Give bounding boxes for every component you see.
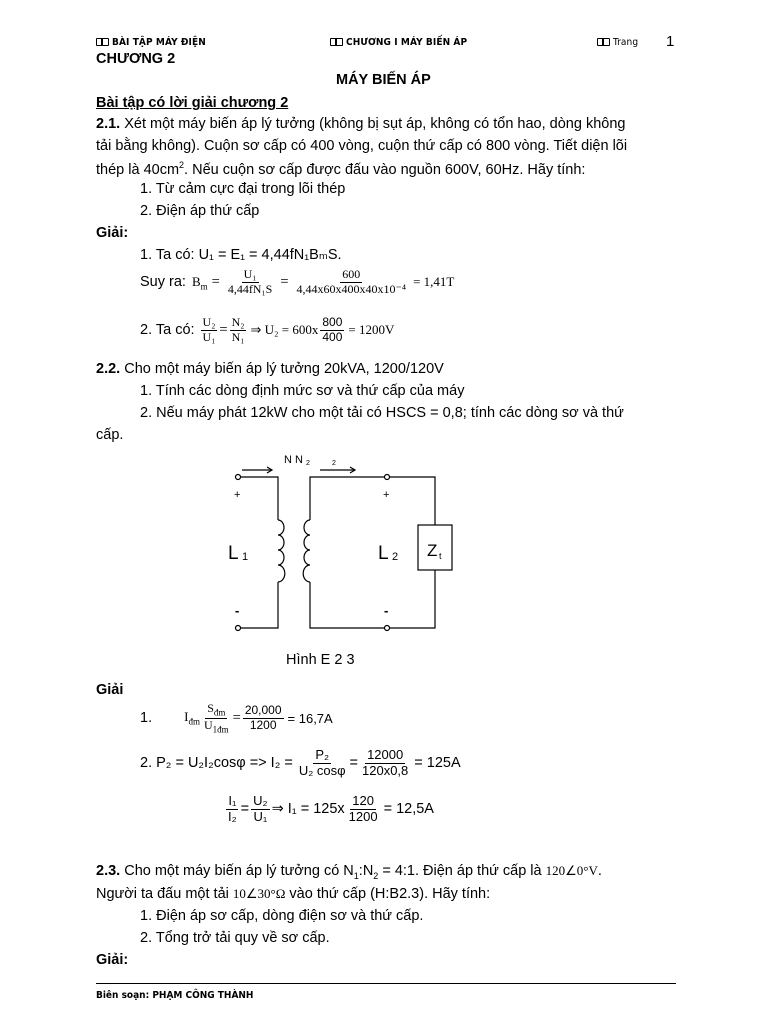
svg-text:t: t [439,551,442,561]
primary-bottom-wire [241,582,279,628]
svg-text:1: 1 [242,551,249,563]
p23-item1: 1. Điện áp sơ cấp, dòng điện sơ và thứ cấp. [140,908,424,924]
header-left: BÀI TẬP MÁY ĐIỆN [96,37,206,48]
svg-text:2: 2 [392,551,399,563]
primary-coil [278,520,285,582]
label-l1: L [228,543,239,564]
secondary-coil [303,520,310,582]
sol22-giai: Giải [96,682,124,698]
terminal-top-right [385,475,390,480]
transformer-diagram [220,450,470,650]
chapter-heading: CHƯƠNG 2 [96,51,176,67]
secondary-bottom-wire [310,570,435,628]
footer-author: Biên soạn: PHẠM CÔNG THÀNH [96,990,254,1001]
p23-item2: 2. Tổng trở tải quy về sơ cấp. [140,930,330,946]
terminal-bottom-left [236,626,241,631]
sol22-formula1: 1. $I_{đm}$ $\frac{S_{đm}}{U_{1đm}}$ = $\frac{20,000}{1200}$ = 16,7A [140,701,333,735]
book-icon [96,38,109,46]
page-title: MÁY BIẾN ÁP [336,72,431,88]
p21-giai: Giải: [96,225,129,241]
p21-formula-bm: Suy ra: $B_m$ = $\frac{\text{U₁}}{\text{4,44fN₁S}}$ = $\frac{600}{\text{4,44x60x400x40x10⁻⁴}}$ = 1,41T [140,267,455,296]
label-zt: Z [427,541,438,560]
sol22-formula3: $\frac{\text{I₁}}{\text{I₂}}$ = $\frac{\text{U₂}}{\text{U₁}}$ ⇒ I₁ = 125x $\frac{120}{1200}$ = 12,5A [228,793,434,824]
plus-right: + [383,489,390,501]
p22-item1: 1. Tính các dòng định mức sơ và thứ cấp của máy [140,383,465,399]
p21-item1: 1. Từ cảm cực đại trong lõi thép [140,181,346,197]
fig-arrow-label: 2 [332,460,336,467]
label-l2: L [378,543,389,564]
p21-step1: 1. Ta có: U₁ = E₁ = 4,44fN₁BₘS. [140,247,342,263]
plus-left: + [234,489,241,501]
fig-top-label: N N [284,454,303,466]
p21-line2: tải bằng không). Cuộn sơ cấp có 400 vòng, cuộn thứ cấp có 800 vòng. Tiết diện lõi [96,138,628,154]
minus-right: - [384,603,389,618]
book-icon [597,38,610,46]
sol22-formula2: 2. P₂ = U₂I₂cosφ => I₂ = $\frac{\text{P₂}}{\text{U₂ cosφ}}$ = $\frac{12000}{120x0,8}$ = 125A [140,747,461,778]
header-center: CHƯƠNG I MÁY BIẾN ÁP [330,37,467,48]
p21-line1: 2.1. Xét một máy biến áp lý tưởng (không bị sụt áp, không có tổn hao, dòng không [96,116,626,132]
primary-top-wire [241,477,279,520]
p22-item2: 2. Nếu máy phát 12kW cho một tải có HSCS = 0,8; tính các dòng sơ và thứ [140,405,624,421]
p23-giai: Giải: [96,952,129,968]
figure-caption: Hình E 2 3 [286,652,355,668]
p23-line1: 2.3. Cho một máy biến áp lý tưởng có $N_1:N_2$ = 4:1. Điện áp thứ cấp là 120∠0°V. [96,863,602,881]
page-number: 1 [666,33,675,50]
footer-rule [96,983,676,984]
terminal-bottom-right [385,626,390,631]
p21-formula-u2: 2. Ta có: $\frac{\text{U₂}}{\text{U₁}}$ = $\frac{\text{N₂}}{\text{N₁}}$ ⇒ U₂ = 600x $\frac{800}{400}$ = 1200V [140,315,395,344]
p22-line1: 2.2. Cho một máy biến áp lý tưởng 20kVA, 1200/120V [96,361,444,377]
book-icon [330,38,343,46]
section-subtitle: Bài tập có lời giải chương 2 [96,95,289,111]
header-right: Trang [597,37,638,48]
p23-line2: Người ta đấu một tải 10∠30°Ω vào thứ cấp (H:B2.3). Hãy tính: [96,886,491,902]
p21-item2: 2. Điện áp thứ cấp [140,203,260,219]
terminal-top-left [236,475,241,480]
svg-text:2: 2 [306,460,310,467]
minus-left: - [235,603,240,618]
secondary-top-wire [310,477,435,525]
p22-item2b: cấp. [96,427,124,443]
p21-line3: thép là $40cm^2$. Nếu cuộn sơ cấp được đấu vào nguồn 600V, 60Hz. Hãy tính: [96,160,586,178]
